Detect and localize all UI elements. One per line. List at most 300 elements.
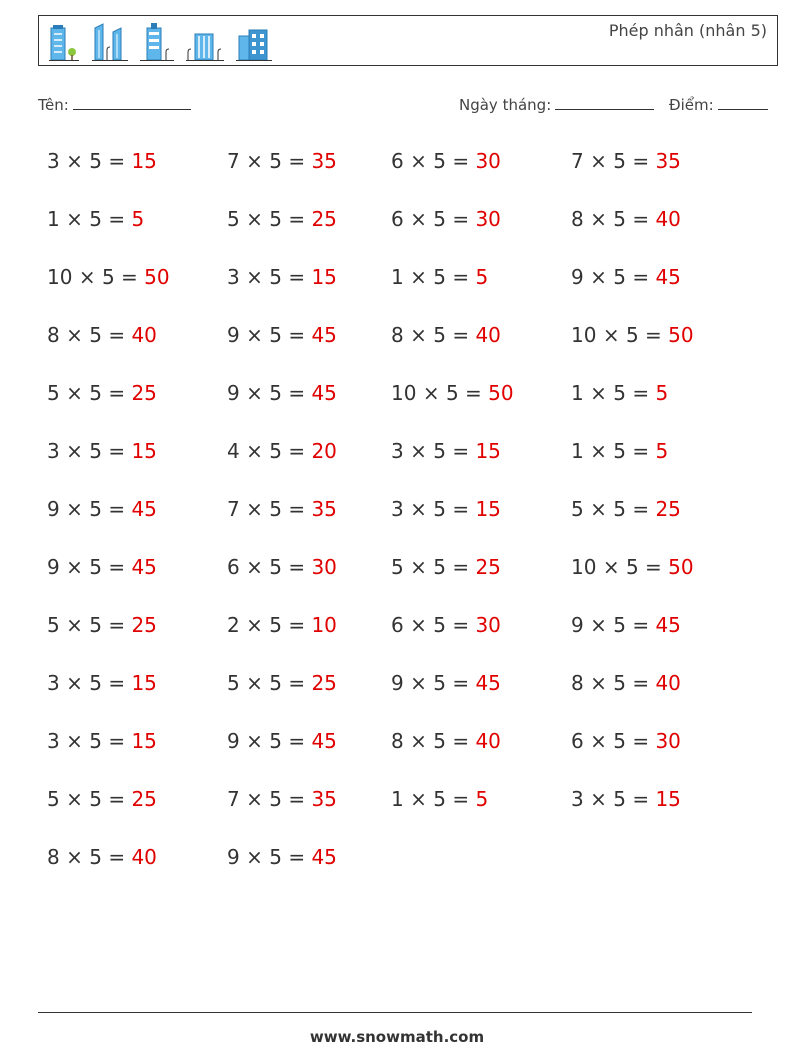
multiplier: 5 xyxy=(89,845,102,869)
problem-3-1 xyxy=(47,264,170,290)
problem-5-2 xyxy=(227,380,337,406)
multiplicand: 6 xyxy=(571,729,584,753)
equals-sign: = xyxy=(288,381,306,405)
multiplicand: 10 xyxy=(571,555,597,579)
multiplier: 5 xyxy=(89,207,102,231)
multiplicand: 5 xyxy=(47,381,60,405)
header-box xyxy=(38,15,778,66)
multiplier: 5 xyxy=(269,613,282,637)
equals-sign: = xyxy=(632,149,650,173)
equals-sign: = xyxy=(452,323,470,347)
name-blank[interactable] xyxy=(73,95,191,110)
worksheet-title: Phép nhân (nhân 5) xyxy=(608,21,767,40)
problem-9-3 xyxy=(391,612,501,638)
equals-sign: = xyxy=(108,729,126,753)
answer: 15 xyxy=(475,497,501,521)
multiplier: 5 xyxy=(433,497,446,521)
answer: 45 xyxy=(311,381,337,405)
score-field[interactable] xyxy=(669,95,768,114)
footer-divider xyxy=(38,1012,752,1013)
problem-6-4 xyxy=(571,438,668,464)
equals-sign: = xyxy=(288,323,306,347)
problem-13-2 xyxy=(227,844,337,870)
answer: 25 xyxy=(655,497,681,521)
answer: 15 xyxy=(311,265,337,289)
answer: 40 xyxy=(475,323,501,347)
multiplicand: 3 xyxy=(47,729,60,753)
answer: 45 xyxy=(131,555,157,579)
multiplicand: 8 xyxy=(47,845,60,869)
times-sign: × xyxy=(78,265,96,289)
multiplier: 5 xyxy=(613,439,626,463)
answer: 25 xyxy=(311,671,337,695)
answer: 15 xyxy=(131,729,157,753)
multiplier: 5 xyxy=(89,323,102,347)
equals-sign: = xyxy=(632,265,650,289)
multiplicand: 8 xyxy=(571,671,584,695)
equals-sign: = xyxy=(452,439,470,463)
times-sign: × xyxy=(246,149,263,173)
equals-sign: = xyxy=(452,265,470,289)
multiplicand: 5 xyxy=(571,497,584,521)
multiplicand: 3 xyxy=(391,497,404,521)
problem-2-1 xyxy=(47,206,144,232)
times-sign: × xyxy=(246,381,263,405)
multiplicand: 7 xyxy=(227,787,240,811)
answer: 40 xyxy=(131,323,157,347)
multiplier: 5 xyxy=(613,207,626,231)
problem-12-1 xyxy=(47,786,157,812)
times-sign: × xyxy=(590,207,607,231)
date-label: Ngày tháng: xyxy=(459,96,552,114)
multiplicand: 5 xyxy=(47,787,60,811)
problem-8-2 xyxy=(227,554,337,580)
problem-7-3 xyxy=(391,496,501,522)
answer: 15 xyxy=(655,787,681,811)
times-sign: × xyxy=(590,671,607,695)
multiplicand: 9 xyxy=(571,265,584,289)
times-sign: × xyxy=(66,439,83,463)
header-icons xyxy=(47,22,273,62)
answer: 30 xyxy=(475,207,501,231)
answer: 45 xyxy=(655,613,681,637)
equals-sign: = xyxy=(632,787,650,811)
multiplier: 5 xyxy=(433,671,446,695)
answer: 5 xyxy=(131,207,145,231)
times-sign: × xyxy=(246,729,263,753)
multiplicand: 6 xyxy=(391,207,404,231)
answer: 25 xyxy=(131,381,157,405)
times-sign: × xyxy=(66,729,83,753)
multiplicand: 8 xyxy=(391,729,404,753)
building-tree-icon xyxy=(47,22,81,62)
tower-lamp-icon xyxy=(139,22,175,62)
equals-sign: = xyxy=(108,671,126,695)
multiplicand: 3 xyxy=(227,265,240,289)
answer: 25 xyxy=(131,787,157,811)
multiplier: 5 xyxy=(433,555,446,579)
answer: 45 xyxy=(131,497,157,521)
multiplicand: 5 xyxy=(227,671,240,695)
multiplier: 5 xyxy=(433,729,446,753)
name-label: Tên: xyxy=(38,96,69,114)
equals-sign: = xyxy=(632,671,650,695)
equals-sign: = xyxy=(121,265,138,289)
problem-4-1 xyxy=(47,322,157,348)
times-sign: × xyxy=(410,555,427,579)
times-sign: × xyxy=(410,207,427,231)
answer: 35 xyxy=(311,787,337,811)
equals-sign: = xyxy=(108,439,126,463)
equals-sign: = xyxy=(452,207,470,231)
times-sign: × xyxy=(246,671,263,695)
answer: 10 xyxy=(311,613,337,637)
multiplier: 5 xyxy=(89,381,102,405)
multiplicand: 3 xyxy=(47,671,60,695)
equals-sign: = xyxy=(108,207,126,231)
equals-sign: = xyxy=(108,497,126,521)
answer: 5 xyxy=(655,439,669,463)
problem-6-3 xyxy=(391,438,501,464)
times-sign: × xyxy=(66,497,83,521)
answer: 45 xyxy=(311,323,337,347)
answer: 50 xyxy=(144,265,170,289)
times-sign: × xyxy=(590,265,607,289)
answer: 5 xyxy=(475,787,489,811)
problem-1-4 xyxy=(571,148,681,174)
multiplier: 5 xyxy=(433,439,446,463)
times-sign: × xyxy=(410,671,427,695)
times-sign: × xyxy=(410,497,427,521)
problem-12-3 xyxy=(391,786,488,812)
problem-3-3 xyxy=(391,264,488,290)
multiplicand: 7 xyxy=(227,149,240,173)
multiplier: 5 xyxy=(89,555,102,579)
multiplicand: 5 xyxy=(391,555,404,579)
equals-sign: = xyxy=(632,207,650,231)
equals-sign: = xyxy=(108,149,126,173)
problem-2-3 xyxy=(391,206,501,232)
problem-6-1 xyxy=(47,438,157,464)
multiplicand: 10 xyxy=(571,323,597,347)
name-field[interactable] xyxy=(38,95,191,114)
times-sign: × xyxy=(66,381,83,405)
times-sign: × xyxy=(410,439,427,463)
problem-8-1 xyxy=(47,554,157,580)
multiplicand: 6 xyxy=(391,149,404,173)
multiplier: 5 xyxy=(613,381,626,405)
multiplicand: 3 xyxy=(391,439,404,463)
equals-sign: = xyxy=(288,439,306,463)
equals-sign: = xyxy=(452,671,470,695)
problem-10-3 xyxy=(391,670,501,696)
multiplier: 5 xyxy=(613,265,626,289)
problem-10-1 xyxy=(47,670,157,696)
times-sign: × xyxy=(602,555,620,579)
times-sign: × xyxy=(246,265,263,289)
problem-11-3 xyxy=(391,728,501,754)
multiplier: 5 xyxy=(89,729,102,753)
multiplier: 5 xyxy=(613,613,626,637)
times-sign: × xyxy=(66,555,83,579)
multiplier: 5 xyxy=(613,497,626,521)
times-sign: × xyxy=(602,323,620,347)
equals-sign: = xyxy=(288,265,306,289)
multiplicand: 7 xyxy=(571,149,584,173)
multiplicand: 8 xyxy=(391,323,404,347)
equals-sign: = xyxy=(108,787,126,811)
times-sign: × xyxy=(410,265,427,289)
multiplier: 5 xyxy=(269,729,282,753)
answer: 45 xyxy=(655,265,681,289)
equals-sign: = xyxy=(632,439,650,463)
answer: 35 xyxy=(311,149,337,173)
times-sign: × xyxy=(410,323,427,347)
times-sign: × xyxy=(246,555,263,579)
answer: 45 xyxy=(311,845,337,869)
equals-sign: = xyxy=(632,497,650,521)
equals-sign: = xyxy=(108,323,126,347)
times-sign: × xyxy=(246,207,263,231)
times-sign: × xyxy=(422,381,440,405)
problem-2-2 xyxy=(227,206,337,232)
equals-sign: = xyxy=(288,613,306,637)
multiplier: 5 xyxy=(433,265,446,289)
answer: 30 xyxy=(311,555,337,579)
problem-8-4 xyxy=(571,554,694,580)
multiplier: 5 xyxy=(89,787,102,811)
multiplier: 5 xyxy=(613,787,626,811)
times-sign: × xyxy=(66,323,83,347)
multiplier: 5 xyxy=(89,671,102,695)
answer: 15 xyxy=(131,439,157,463)
equals-sign: = xyxy=(452,787,470,811)
answer: 35 xyxy=(655,149,681,173)
problem-3-4 xyxy=(571,264,681,290)
answer: 45 xyxy=(475,671,501,695)
times-sign: × xyxy=(246,613,263,637)
times-sign: × xyxy=(410,729,427,753)
equals-sign: = xyxy=(288,845,306,869)
multiplier: 5 xyxy=(269,149,282,173)
equals-sign: = xyxy=(452,729,470,753)
answer: 50 xyxy=(668,323,694,347)
multiplicand: 3 xyxy=(47,149,60,173)
problem-13-1 xyxy=(47,844,157,870)
problem-7-4 xyxy=(571,496,681,522)
multiplier: 5 xyxy=(613,729,626,753)
times-sign: × xyxy=(410,787,427,811)
multiplicand: 9 xyxy=(47,555,60,579)
multiplier: 5 xyxy=(269,265,282,289)
times-sign: × xyxy=(410,613,427,637)
equals-sign: = xyxy=(288,149,306,173)
multiplicand: 3 xyxy=(47,439,60,463)
times-sign: × xyxy=(590,381,607,405)
multiplier: 5 xyxy=(269,497,282,521)
equals-sign: = xyxy=(465,381,482,405)
answer: 40 xyxy=(475,729,501,753)
multiplier: 5 xyxy=(269,671,282,695)
equals-sign: = xyxy=(108,613,126,637)
multiplier: 5 xyxy=(269,845,282,869)
equals-sign: = xyxy=(645,323,662,347)
problem-11-4 xyxy=(571,728,681,754)
multiplier: 5 xyxy=(269,787,282,811)
answer: 5 xyxy=(655,381,669,405)
multiplicand: 9 xyxy=(47,497,60,521)
multiplicand: 6 xyxy=(227,555,240,579)
multiplicand: 9 xyxy=(571,613,584,637)
multiplier: 5 xyxy=(613,671,626,695)
multiplicand: 10 xyxy=(47,265,73,289)
multiplicand: 2 xyxy=(227,613,240,637)
multiplier: 5 xyxy=(89,149,102,173)
answer: 25 xyxy=(311,207,337,231)
problem-8-3 xyxy=(391,554,501,580)
times-sign: × xyxy=(246,497,263,521)
times-sign: × xyxy=(246,323,263,347)
date-blank[interactable] xyxy=(555,95,654,110)
multiplier: 5 xyxy=(269,555,282,579)
equals-sign: = xyxy=(288,555,306,579)
equals-sign: = xyxy=(452,149,470,173)
multiplicand: 1 xyxy=(391,787,404,811)
answer: 50 xyxy=(668,555,694,579)
score-blank[interactable] xyxy=(718,95,768,110)
equals-sign: = xyxy=(632,381,650,405)
equals-sign: = xyxy=(288,671,306,695)
problem-5-3 xyxy=(391,380,514,406)
times-sign: × xyxy=(410,149,427,173)
equals-sign: = xyxy=(108,845,126,869)
equals-sign: = xyxy=(108,555,126,579)
problem-11-1 xyxy=(47,728,157,754)
multiplicand: 6 xyxy=(391,613,404,637)
answer: 30 xyxy=(475,149,501,173)
answer: 40 xyxy=(655,207,681,231)
answer: 15 xyxy=(131,671,157,695)
equals-sign: = xyxy=(452,555,470,579)
equals-sign: = xyxy=(288,729,306,753)
multiplicand: 1 xyxy=(391,265,404,289)
problem-1-1 xyxy=(47,148,157,174)
equals-sign: = xyxy=(632,613,650,637)
times-sign: × xyxy=(590,787,607,811)
problem-9-2 xyxy=(227,612,337,638)
multiplicand: 3 xyxy=(571,787,584,811)
problem-10-4 xyxy=(571,670,681,696)
multiplier: 5 xyxy=(89,497,102,521)
score-label: Điểm: xyxy=(669,96,714,114)
multiplier: 5 xyxy=(269,323,282,347)
multiplicand: 9 xyxy=(227,323,240,347)
times-sign: × xyxy=(590,613,607,637)
equals-sign: = xyxy=(452,497,470,521)
twin-towers-icon xyxy=(91,22,129,62)
times-sign: × xyxy=(590,149,607,173)
multiplicand: 9 xyxy=(227,381,240,405)
problem-9-4 xyxy=(571,612,681,638)
multiplicand: 8 xyxy=(47,323,60,347)
times-sign: × xyxy=(66,149,83,173)
multiplicand: 5 xyxy=(47,613,60,637)
answer: 45 xyxy=(311,729,337,753)
office-lamp-icon xyxy=(185,22,225,62)
problem-7-2 xyxy=(227,496,337,522)
multiplier: 5 xyxy=(433,207,446,231)
problem-4-3 xyxy=(391,322,501,348)
problem-10-2 xyxy=(227,670,337,696)
answer: 20 xyxy=(311,439,337,463)
answer: 35 xyxy=(311,497,337,521)
multiplier: 5 xyxy=(89,439,102,463)
multiplicand: 9 xyxy=(391,671,404,695)
equals-sign: = xyxy=(645,555,662,579)
answer: 25 xyxy=(475,555,501,579)
multiplicand: 4 xyxy=(227,439,240,463)
equals-sign: = xyxy=(288,787,306,811)
times-sign: × xyxy=(246,787,263,811)
times-sign: × xyxy=(246,845,263,869)
problem-5-1 xyxy=(47,380,157,406)
answer: 15 xyxy=(131,149,157,173)
multiplicand: 1 xyxy=(571,439,584,463)
answer: 5 xyxy=(475,265,489,289)
answer: 25 xyxy=(131,613,157,637)
problem-2-4 xyxy=(571,206,681,232)
problem-12-4 xyxy=(571,786,681,812)
multiplier: 5 xyxy=(269,381,282,405)
footer-url: www.snowmath.com xyxy=(309,1028,485,1046)
date-field[interactable] xyxy=(459,95,654,114)
multiplier: 5 xyxy=(625,555,639,579)
problem-11-2 xyxy=(227,728,337,754)
problem-5-4 xyxy=(571,380,668,406)
multiplicand: 8 xyxy=(571,207,584,231)
answer: 50 xyxy=(488,381,514,405)
problem-4-2 xyxy=(227,322,337,348)
times-sign: × xyxy=(66,613,83,637)
times-sign: × xyxy=(590,729,607,753)
multiplier: 5 xyxy=(433,149,446,173)
problem-3-2 xyxy=(227,264,337,290)
equals-sign: = xyxy=(632,729,650,753)
problem-4-4 xyxy=(571,322,694,348)
times-sign: × xyxy=(66,671,83,695)
problem-12-2 xyxy=(227,786,337,812)
multiplicand: 7 xyxy=(227,497,240,521)
multiplicand: 1 xyxy=(47,207,60,231)
multiplier: 5 xyxy=(101,265,115,289)
multiplicand: 5 xyxy=(227,207,240,231)
problem-6-2 xyxy=(227,438,337,464)
multiplier: 5 xyxy=(433,613,446,637)
answer: 30 xyxy=(655,729,681,753)
answer: 40 xyxy=(655,671,681,695)
multiplier: 5 xyxy=(269,439,282,463)
times-sign: × xyxy=(66,845,83,869)
equals-sign: = xyxy=(452,613,470,637)
times-sign: × xyxy=(590,497,607,521)
times-sign: × xyxy=(66,207,83,231)
multiplicand: 10 xyxy=(391,381,417,405)
equals-sign: = xyxy=(288,497,306,521)
equals-sign: = xyxy=(288,207,306,231)
multiplicand: 9 xyxy=(227,845,240,869)
answer: 15 xyxy=(475,439,501,463)
multiplier: 5 xyxy=(613,149,626,173)
